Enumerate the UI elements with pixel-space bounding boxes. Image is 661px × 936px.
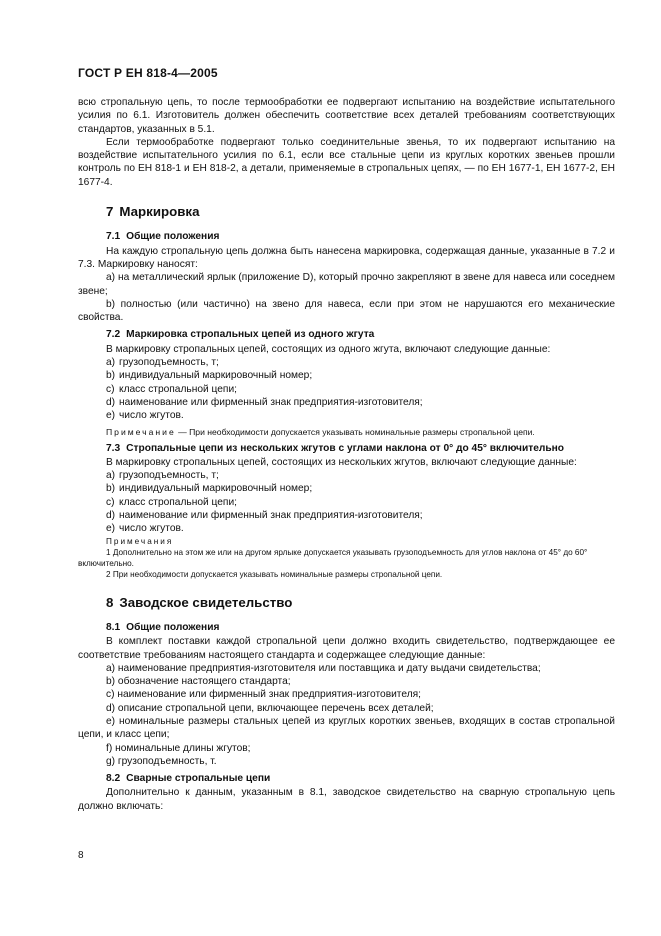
list-marker: b)	[106, 370, 116, 382]
list-marker: e)	[106, 523, 116, 535]
subsection-title: Сварные стропальные цепи	[126, 773, 271, 785]
subsection-title: Общие положения	[126, 621, 220, 633]
list-item	[78, 409, 615, 422]
subsection-title: Стропальные цепи из нескольких жгутов с углами наклона от 0° до 45° включительно	[126, 442, 564, 454]
list-text: описание стропальной цепи, включающее перечень всех деталей;	[117, 702, 434, 714]
list-item	[78, 742, 615, 755]
list-marker: d)	[106, 702, 116, 714]
list-item	[78, 688, 615, 701]
subsection-heading	[78, 328, 615, 341]
subsection-number: 7.2	[106, 329, 121, 341]
list-text: наименование или фирменный знак предприятия-изготовителя;	[119, 396, 423, 408]
subsection-heading	[78, 230, 615, 243]
subsection-title: Общие положения	[126, 231, 220, 243]
note	[78, 427, 615, 438]
paragraph: Если термообработке подвергают только соединительные звенья, то их подвергают испытанию на воздействие испытательного усилия по 6.1, если все стальные цепи из круглых коротких звеньев прошли контроль по ЕН 818-1 и ЕН 818-2, а детали, применяемые в стропальных цепях, — по ЕН 1677-1, ЕН 1677-2, ЕН 1677-4.	[78, 136, 615, 188]
list-text: обозначение настоящего стандарта;	[117, 676, 291, 688]
list-item	[78, 396, 615, 409]
list-marker: g)	[106, 755, 116, 767]
list-text: номинальные длины жгутов;	[115, 742, 251, 754]
list-marker: a)	[106, 470, 116, 482]
subsection-heading	[78, 621, 615, 634]
notes-label: Примечания	[106, 536, 174, 546]
list-item	[78, 469, 615, 482]
paragraph: В маркировку стропальных цепей, состоящих из нескольких жгутов, включают следующие данные:	[106, 456, 577, 468]
list-text: число жгутов.	[119, 410, 184, 422]
section-title: Заводское свидетельство	[119, 594, 293, 610]
list-text: класс стропальной цепи;	[119, 496, 237, 508]
list-text: индивидуальный маркировочный номер;	[119, 370, 313, 382]
list-text: класс стропальной цепи;	[119, 383, 237, 395]
subsection-title: Маркировка стропальных цепей из одного жгута	[126, 329, 375, 341]
note-text: — При необходимости допускается указывать номинальные размеры стропальной цепи.	[178, 426, 535, 437]
list-text: на металлический ярлык (приложение D), который прочно закрепляют в звене для навеса или соседнем звене;	[78, 272, 615, 297]
list-marker: e)	[106, 410, 116, 422]
section-heading	[106, 596, 615, 609]
subsection-number: 7.1	[106, 231, 121, 243]
section-heading	[106, 205, 615, 218]
paragraph: На каждую стропальную цепь должна быть нанесена маркировка, содержащая данные, указанные в 7.2 и 7.3. Маркировку наносят:	[78, 245, 615, 270]
list-item	[78, 509, 615, 522]
list-marker: a)	[106, 357, 116, 369]
list-text: грузоподъемность, т;	[119, 470, 219, 482]
subsection-number: 7.3	[106, 442, 121, 454]
list-marker: c)	[106, 496, 115, 508]
list-item	[78, 496, 615, 509]
list-marker: c)	[106, 689, 115, 701]
list-item	[78, 755, 615, 768]
list-marker: b)	[106, 483, 116, 495]
list-marker: d)	[106, 396, 116, 408]
list-marker: c)	[106, 383, 115, 395]
list-marker: d)	[106, 510, 116, 522]
list-marker: b)	[106, 298, 116, 310]
list-marker: f)	[106, 742, 113, 754]
list-item	[78, 715, 615, 742]
list-item	[78, 522, 615, 535]
document-header: ГОСТ Р ЕН 818-4—2005	[78, 66, 218, 80]
list-text: индивидуальный маркировочный номер;	[119, 483, 313, 495]
paragraph: Дополнительно к данным, указанным в 8.1, заводское свидетельство на сварную стропальную цепь должно включать:	[78, 787, 615, 812]
page-number: 8	[78, 850, 84, 861]
list-item	[78, 298, 615, 325]
list-text: наименование или фирменный знак предприятия-изготовителя;	[119, 510, 423, 522]
list-marker: a)	[106, 272, 116, 284]
list-marker: b)	[106, 676, 116, 688]
list-item	[78, 482, 615, 495]
list-text: наименование предприятия-изготовителя или поставщика и дату выдачи свидетельства;	[117, 662, 541, 674]
list-text: наименование или фирменный знак предприятия-изготовителя;	[117, 689, 421, 701]
list-marker: a)	[106, 662, 116, 674]
subsection-number: 8.2	[106, 773, 121, 785]
paragraph: В маркировку стропальных цепей, состоящих из одного жгута, включают следующие данные:	[106, 343, 551, 355]
document-body	[78, 96, 615, 813]
list-text: номинальные размеры стальных цепей из круглых коротких звеньев, входящих в состав стропальной цепи, и класс цепи;	[78, 715, 615, 741]
notes-block	[78, 536, 615, 580]
list-item	[78, 271, 615, 298]
section-number: 7	[106, 204, 114, 220]
section-number: 8	[106, 594, 114, 610]
list-text: число жгутов.	[119, 523, 184, 535]
list-item	[78, 702, 615, 715]
note-item: 2 При необходимости допускается указывать номинальные размеры стропальной цепи.	[106, 569, 443, 579]
note-item: 1 Дополнительно на этом же или на другом ярлыке допускается указывать грузоподъемность для углов наклона от 45° до 60° включительно.	[78, 547, 588, 568]
list-item	[78, 662, 615, 675]
paragraph: В комплект поставки каждой стропальной цепи должно входить свидетельство, подтверждающее ее соответствие требованиям настоящего стандарта и содержащее следующие данные:	[78, 636, 615, 661]
list-item	[78, 356, 615, 369]
list-text: грузоподъемность, т;	[119, 357, 219, 369]
paragraph: всю стропальную цепь, то после термообработки ее подвергают испытанию на воздействие испытательного усилия по 6.1. Изготовитель должен обеспечить соответствие всех деталей требованиям соответствующих стандартов, указанных в 5.1.	[78, 97, 615, 135]
list-item	[78, 383, 615, 396]
list-marker: e)	[106, 715, 116, 727]
subsection-heading	[78, 442, 615, 455]
list-text: грузоподъемность, т.	[117, 755, 217, 767]
list-text: полностью (или частично) на звено для навеса, если при этом не нарушаются его механические свойства.	[78, 298, 615, 324]
list-item	[78, 675, 615, 688]
note-label: Примечание	[106, 426, 176, 437]
list-item	[78, 369, 615, 382]
subsection-heading	[78, 772, 615, 785]
subsection-number: 8.1	[106, 621, 121, 633]
section-title: Маркировка	[119, 204, 200, 220]
